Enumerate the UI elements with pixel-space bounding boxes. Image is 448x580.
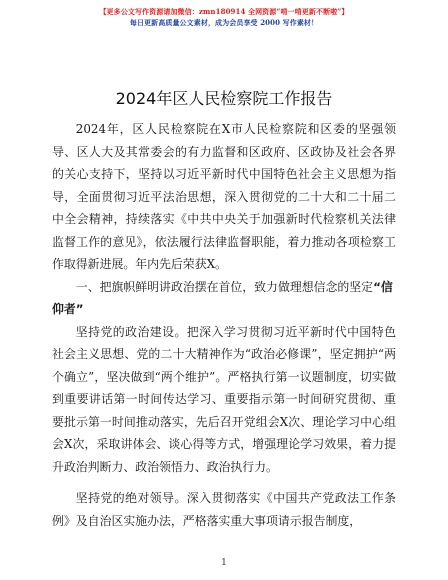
section-1-heading-text: 一、把旗帜鲜明讲政治摆在首位，致力做理想信念的坚定 <box>75 279 374 294</box>
section-1-heading <box>52 276 396 321</box>
promo-banner <box>0 6 448 28</box>
promo-banner-line-2: 每日更新高质量公文素材，成为会员享受 2000 写作素材！ <box>129 18 319 27</box>
document-body <box>52 118 396 532</box>
page-number: 1 <box>221 558 227 568</box>
document-title: 2024年区人民检察院工作报告 <box>115 89 333 108</box>
intro-paragraph: 2024年，区人民检察院在X市人民检察院和区委的坚强领导、区人大及其常委会的有力监督和区政府、区政协及社会各界的关心支持下，坚持以习近平新时代中国特色社会主义思想为指导，全面贯彻习近平法治思想，深入贯彻党的二十大和二十届二中全会精神，持续落实《中共中央关于加强新时代检察机关法律监督工作的意见》，依法履行法律监督职能，着力推动各项检察工作取得新进展。年内先后荣获X。 <box>52 122 396 271</box>
section-1-heading-emphasis: “信仰者” <box>52 279 393 316</box>
party-leadership-paragraph: 坚持党的绝对领导。深入贯彻落实《中国共产党政法工作条例》及自治区实施办法，严格落实重大事项请示报告制度， <box>52 491 396 528</box>
political-building-paragraph: 坚持党的政治建设。把深入学习贯彻习近平新时代中国特色社会主义思想、党的二十大精神作为“政治必修课”，坚定拥护“两个确立”，坚决做到“两个维护”。严格执行第一议题制度，切实做到重要讲话第一时间传达学习、重要指示第一时间研究贯彻、重要批示第一时间推动落实，先后召开党组会X次、理论学习中心组会X次，采取讲体会、谈心得等方式，增强理论学习效果，着力提升政治判断力、政治领悟力、政治执行力。 <box>52 324 396 474</box>
promo-banner-line-1: 【更多公文写作资源请加微信：zmn180914 全网资源“啃一啃更新不断啦”】 <box>99 7 349 16</box>
